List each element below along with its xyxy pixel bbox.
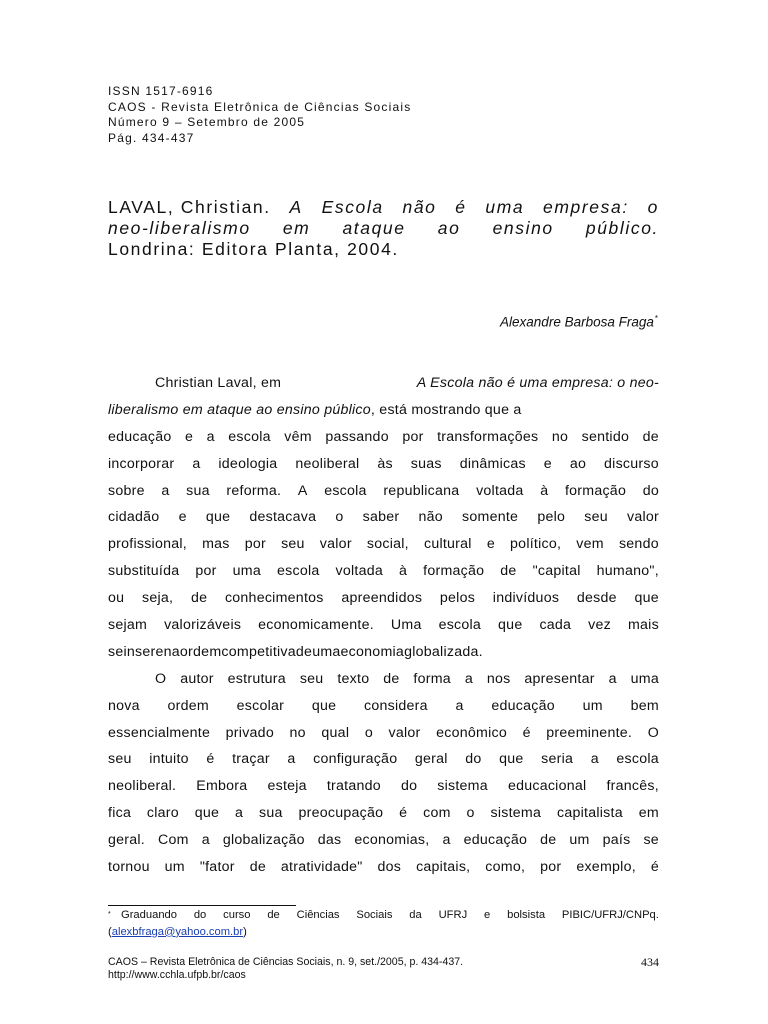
body-word: por — [402, 428, 424, 445]
body-word: que — [498, 617, 523, 634]
body-word: é — [650, 859, 659, 876]
body-word: ao — [569, 455, 587, 472]
body-word: valor — [626, 509, 659, 526]
body-word: dos — [377, 859, 402, 876]
title-word: ataque — [342, 218, 406, 238]
footnote-line — [108, 908, 659, 925]
body-word: do — [400, 778, 418, 795]
title-word: Escola — [321, 197, 384, 217]
body-word: a — [201, 832, 210, 849]
body-word: "fator — [199, 859, 235, 876]
body-word: sistema — [437, 778, 488, 795]
footnote-line — [108, 925, 659, 939]
body-word: ordem — [179, 643, 222, 660]
body-word: economia — [340, 643, 405, 660]
body-word: economicamente. — [258, 617, 374, 634]
body-line — [108, 773, 659, 800]
body-word: apreendidos — [341, 590, 423, 607]
body-word: se — [108, 643, 124, 660]
body-word: de — [249, 859, 266, 876]
body-word: à — [540, 482, 549, 499]
review-author — [500, 314, 658, 330]
body-word: um — [569, 832, 590, 849]
body-word: cada — [539, 617, 572, 634]
title-word: em — [282, 218, 311, 238]
body-word: das — [317, 832, 342, 849]
body-word: valorizáveis — [164, 617, 242, 634]
body-word: somente — [462, 509, 519, 526]
body-line — [108, 504, 659, 531]
body-word: tratando — [326, 778, 381, 795]
body-word: na — [163, 643, 180, 660]
title-word: o — [647, 197, 659, 217]
body-word: pelo — [537, 509, 566, 526]
review-title — [108, 197, 659, 260]
body-word: sua — [259, 805, 283, 822]
title-line-1 — [108, 197, 659, 218]
body-word: por — [540, 859, 562, 876]
body-word: capitais, — [416, 859, 471, 876]
body-line — [108, 854, 659, 881]
body-word: vem — [576, 536, 604, 553]
body-line — [108, 585, 659, 612]
body-word: Com — [158, 832, 189, 849]
body-word: seu — [108, 751, 132, 768]
body-text-span: Christian Laval, em — [155, 375, 282, 391]
body-line — [108, 666, 659, 693]
body-word: de — [190, 590, 208, 607]
body-word: humano", — [596, 563, 659, 580]
body-word: e — [543, 455, 552, 472]
footnote-word: Sociais — [356, 909, 393, 921]
body-word: às — [377, 455, 393, 472]
body-word: uma — [630, 670, 659, 687]
body-word: essencialmente — [108, 724, 211, 741]
body-word: é — [399, 805, 408, 822]
paren: ( — [108, 925, 112, 938]
body-word: por — [244, 536, 266, 553]
body-word: a — [608, 670, 617, 687]
body-word: A — [297, 482, 308, 499]
body-word: em — [638, 805, 659, 822]
body-word: a — [590, 751, 599, 768]
title-word: ensino — [492, 218, 554, 238]
body-word: neoliberal — [295, 455, 360, 472]
body-line — [108, 746, 659, 773]
body-word: e — [486, 536, 495, 553]
body-word: de — [383, 670, 400, 687]
body-word: traçar — [232, 751, 270, 768]
footnote-word: bolsista — [507, 909, 546, 921]
footnote-word: e — [484, 909, 491, 921]
body-word: globalização — [222, 832, 305, 849]
body-word: como, — [485, 859, 526, 876]
body-word: a — [442, 832, 451, 849]
body-line — [108, 558, 659, 585]
body-word: econômico — [436, 724, 507, 741]
body-word: profissional, — [108, 536, 187, 553]
body-word: tornou — [108, 859, 150, 876]
body-word: suas — [410, 455, 442, 472]
body-word: conhecimentos — [224, 590, 324, 607]
footer-citation: CAOS – Revista Eletrônica de Ciências Sociais, n. 9, set./2005, p. 434-437. — [108, 956, 464, 968]
body-word: exemplo, — [576, 859, 636, 876]
body-word: privado — [225, 724, 274, 741]
body-word: e — [178, 509, 187, 526]
body-word: a — [192, 455, 201, 472]
body-word: ou — [108, 590, 125, 607]
body-line — [108, 612, 659, 639]
footnote-word: PIBIC/UFRJ/CNPq. — [561, 909, 659, 921]
body-word: valor — [319, 536, 352, 553]
footnote-email-link[interactable]: alexbfraga@yahoo.com.br — [111, 925, 244, 938]
title-word: ao — [437, 218, 461, 238]
body-word: ordem — [167, 697, 209, 714]
title-word: empresa: — [543, 197, 629, 217]
body-word: reforma. — [226, 482, 282, 499]
body-word: e — [185, 428, 194, 445]
body-word: pelos — [439, 590, 476, 607]
body-line — [108, 827, 659, 854]
body-word: educação — [463, 832, 528, 849]
body-word: se — [643, 832, 659, 849]
body-word: economias, — [354, 832, 430, 849]
body-word: nova — [108, 697, 140, 714]
title-author: LAVAL, Christian. — [108, 197, 271, 217]
body-word: considera — [364, 697, 428, 714]
body-word: cidadão — [108, 509, 160, 526]
body-word: é — [522, 724, 531, 741]
body-word: que — [205, 509, 231, 526]
issn: ISSN 1517-6916 — [108, 84, 214, 98]
body-word: indivíduos — [492, 590, 560, 607]
footer-url: http://www.cchla.ufpb.br/caos — [108, 969, 246, 981]
footnote-word: do — [193, 909, 207, 921]
body-word: preeminente. — [546, 724, 633, 741]
body-word: atratividade" — [280, 859, 363, 876]
footnote-word: UFRJ — [438, 909, 468, 921]
page-range: Pág. 434-437 — [108, 130, 195, 145]
title-word: neo-liberalismo — [108, 218, 251, 238]
body-word: geral — [414, 751, 448, 768]
footnote-word: da — [409, 909, 422, 921]
body-word: sua — [186, 482, 210, 499]
footnote-word: Graduando — [121, 909, 177, 921]
body-word: nos — [486, 670, 511, 687]
body-word: no — [289, 724, 306, 741]
body-word: sistema — [490, 805, 542, 822]
body-line — [108, 451, 659, 478]
body-word: de — [540, 832, 557, 849]
body-word: a — [161, 482, 170, 499]
body-word: educação — [491, 697, 555, 714]
body-lines — [108, 424, 659, 881]
body-word: com — [423, 805, 451, 822]
body-word: seu — [299, 670, 324, 687]
body-line — [108, 424, 659, 451]
body-word: o — [364, 724, 373, 741]
body-word: substituída — [108, 563, 180, 580]
journal-name: CAOS - Revista Eletrônica de Ciências Sociais — [108, 99, 412, 114]
body-word: que — [634, 590, 659, 607]
body-line — [108, 639, 659, 666]
body-word: seria — [541, 751, 574, 768]
body-word: esteja — [267, 778, 307, 795]
body-word: de — [500, 563, 517, 580]
body-word: forma — [413, 670, 451, 687]
title-line-3 — [108, 239, 659, 260]
body-word: claro — [146, 805, 179, 822]
body-word: do — [465, 751, 482, 768]
body-word: insere — [123, 643, 164, 660]
author-footnote-mark: * — [654, 314, 658, 323]
footnote-separator — [108, 905, 296, 906]
footnote-text — [121, 908, 659, 925]
body-word: não — [418, 509, 443, 526]
body-text — [108, 370, 659, 881]
issue-info: Número 9 – Setembro de 2005 — [108, 115, 306, 129]
body-word: cultural — [423, 536, 472, 553]
title-word: A — [289, 197, 303, 217]
body-word: sentido — [581, 428, 630, 445]
footnote-mark: * — [108, 911, 111, 918]
body-word: educacional — [507, 778, 587, 795]
body-word: O — [155, 670, 167, 687]
body-word: vêm — [284, 428, 312, 445]
body-word: país — [602, 832, 631, 849]
body-word: educação — [108, 428, 172, 445]
body-word: seu — [281, 536, 305, 553]
body-word: à — [399, 563, 408, 580]
body-word: transformações — [437, 428, 539, 445]
title-publisher: Londrina: Editora Planta, 2004. — [108, 239, 399, 259]
body-word: é — [206, 751, 215, 768]
body-word: qual — [321, 724, 350, 741]
body-word: preocupação — [298, 805, 384, 822]
body-word: escola — [438, 617, 482, 634]
body-word: a — [235, 805, 244, 822]
body-word: republicana — [383, 482, 460, 499]
body-word: a — [455, 697, 464, 714]
body-line — [108, 478, 659, 505]
body-word: autor — [180, 670, 214, 687]
body-word: destacava — [249, 509, 317, 526]
page-footer — [108, 956, 659, 982]
body-word: fica — [108, 805, 132, 822]
body-word: voltada — [476, 482, 524, 499]
body-line — [108, 370, 659, 397]
body-word: bem — [630, 697, 659, 714]
book-title-inline: A Escola não é uma empresa: o neo- — [416, 375, 659, 391]
body-word: passando — [325, 428, 389, 445]
paren: ) — [243, 925, 247, 938]
body-word: formação — [564, 482, 627, 499]
footnote-word: curso — [223, 909, 251, 921]
book-title-inline: liberalismo em ataque ao ensino público — [108, 401, 371, 418]
title-word: público. — [585, 218, 659, 238]
body-word: o — [335, 509, 344, 526]
body-word: social, — [366, 536, 409, 553]
body-word: configuração — [313, 751, 398, 768]
body-word: incorporar — [108, 455, 175, 472]
body-word: de — [642, 428, 659, 445]
body-word: Embora — [196, 778, 248, 795]
body-word: seja, — [142, 590, 174, 607]
body-word: a — [287, 751, 296, 768]
body-word: discurso — [604, 455, 659, 472]
footnote — [108, 908, 659, 939]
body-word: capitalista — [557, 805, 623, 822]
body-word: sobre — [108, 482, 145, 499]
body-word: Uma — [390, 617, 422, 634]
body-word: sendo — [618, 536, 659, 553]
body-word: escola — [616, 751, 659, 768]
footnote-word: Ciências — [296, 909, 340, 921]
body-word: político, — [510, 536, 562, 553]
footnote-word: de — [267, 909, 280, 921]
body-word: neoliberal. — [108, 778, 177, 795]
title-word: uma — [485, 197, 525, 217]
body-word: no — [551, 428, 569, 445]
body-word: que — [311, 697, 337, 714]
body-word: o — [466, 805, 475, 822]
body-word: ideologia — [218, 455, 278, 472]
body-word: que — [499, 751, 524, 768]
body-word: vez — [588, 617, 611, 634]
body-word: dinâmicas — [459, 455, 526, 472]
body-word: formação — [423, 563, 485, 580]
journal-header — [108, 84, 411, 146]
body-word: "capital — [532, 563, 581, 580]
body-word: um — [582, 697, 603, 714]
body-word: francês, — [606, 778, 659, 795]
title-line-2 — [108, 218, 659, 239]
page-number: 434 — [641, 955, 659, 969]
body-word: voltada — [335, 563, 384, 580]
body-word: apresentar — [524, 670, 595, 687]
body-word: escola — [277, 563, 320, 580]
title-word: não — [402, 197, 437, 217]
body-word: uma — [312, 643, 341, 660]
body-word: mas — [202, 536, 230, 553]
body-word: seu — [584, 509, 608, 526]
title-word: é — [455, 197, 467, 217]
body-line — [108, 720, 659, 747]
author-name: Alexandre Barbosa Fraga — [500, 314, 654, 330]
body-word: a — [464, 670, 473, 687]
body-line — [108, 397, 659, 424]
body-word: de — [295, 643, 313, 660]
body-word: a — [206, 428, 215, 445]
body-word: texto — [337, 670, 370, 687]
body-line — [108, 800, 659, 827]
body-word: mais — [627, 617, 659, 634]
body-word: estrutura — [227, 670, 286, 687]
body-word: intuito — [149, 751, 189, 768]
body-text-span: , está mostrando que a — [370, 401, 522, 418]
body-word: O — [647, 724, 659, 741]
body-word: saber — [362, 509, 400, 526]
body-word: uma — [232, 563, 261, 580]
body-word: escola — [228, 428, 271, 445]
body-line — [108, 693, 659, 720]
body-word: globalizada. — [404, 643, 483, 660]
body-word: que — [194, 805, 220, 822]
body-word: valor — [388, 724, 421, 741]
body-word: sejam — [108, 617, 148, 634]
body-word: escola — [324, 482, 367, 499]
body-word: escolar — [236, 697, 285, 714]
body-word: competitiva — [221, 643, 296, 660]
body-word: por — [195, 563, 217, 580]
body-word: do — [642, 482, 659, 499]
body-word: desde — [576, 590, 617, 607]
body-word: um — [164, 859, 185, 876]
body-line — [108, 531, 659, 558]
body-word: geral. — [108, 832, 145, 849]
